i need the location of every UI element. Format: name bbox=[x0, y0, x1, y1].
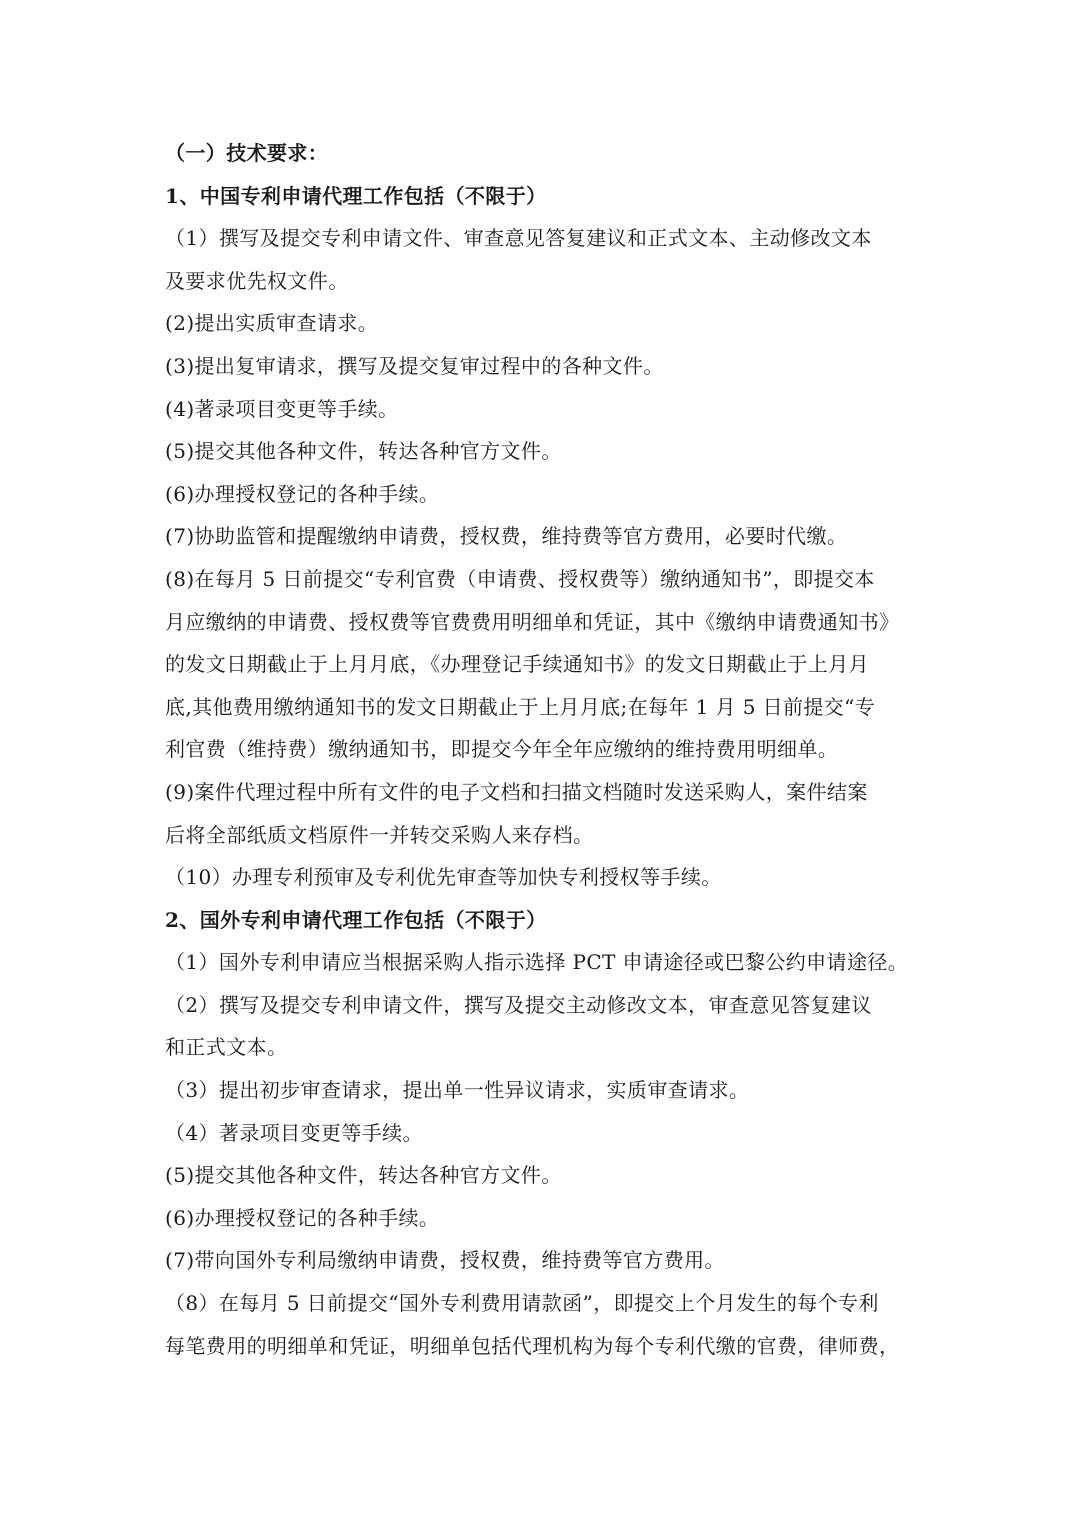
china-item-6: (6)办理授权登记的各种手续。 bbox=[165, 481, 440, 506]
foreign-item-2-line-1: （2）撰写及提交专利申请文件，撰写及提交主动修改文本，审查意见答复建议 bbox=[165, 992, 872, 1017]
section-title: （一）技术要求： bbox=[165, 141, 329, 165]
china-item-8-line-1: (8)在每月 5 日前提交“专利官费（申请费、授权费等）缴纳通知书”，即提交本 bbox=[165, 566, 875, 591]
china-item-3: (3)提出复审请求，撰写及提交复审过程中的各种文件。 bbox=[165, 353, 664, 378]
foreign-item-5: (5)提交其他各种文件，转达各种官方文件。 bbox=[165, 1163, 562, 1188]
foreign-item-7: (7)带向国外专利局缴纳申请费，授权费，维持费等官方费用。 bbox=[165, 1248, 725, 1273]
foreign-item-3: （3）提出初步审查请求，提出单一性异议请求，实质审查请求。 bbox=[165, 1078, 750, 1103]
china-item-5: (5)提交其他各种文件，转达各种官方文件。 bbox=[165, 439, 562, 464]
china-heading: 1、中国专利申请代理工作包括（不限于） bbox=[165, 183, 547, 208]
document-body bbox=[165, 132, 917, 1367]
foreign-item-8-line-2: 每笔费用的明细单和凭证，明细单包括代理机构为每个专利代缴的官费，律师费， bbox=[165, 1333, 900, 1358]
china-item-1-line-1: （1）撰写及提交专利申请文件、审查意见答复建议和正式文本、主动修改文本 bbox=[165, 226, 872, 251]
china-item-10: （10）办理专利预审及专利优先审查等加快专利授权等手续。 bbox=[165, 865, 722, 890]
foreign-item-2-line-2: 和正式文本。 bbox=[165, 1035, 288, 1060]
china-item-1-line-2: 及要求优先权文件。 bbox=[165, 268, 349, 293]
china-item-8-line-3: 的发文日期截止于上月月底，《办理登记手续通知书》的发文日期截止于上月月 bbox=[165, 652, 869, 677]
china-item-8-line-4: 底,其他费用缴纳通知书的发文日期截止于上月月底;在每年 1 月 5 日前提交“专 bbox=[165, 694, 876, 719]
foreign-item-4: （4）著录项目变更等手续。 bbox=[165, 1120, 423, 1145]
china-item-9-line-2: 后将全部纸质文档原件一并转交采购人来存档。 bbox=[165, 822, 594, 847]
china-item-8-line-5: 利官费（维持费）缴纳通知书，即提交今年全年应缴纳的维持费用明细单。 bbox=[165, 737, 839, 762]
china-item-9-line-1: (9)案件代理过程中所有文件的电子文档和扫描文档随时发送采购人，案件结案 bbox=[165, 779, 868, 804]
china-item-4: (4)著录项目变更等手续。 bbox=[165, 396, 399, 421]
china-item-2: (2)提出实质审查请求。 bbox=[165, 311, 379, 336]
foreign-item-8-line-1: （8）在每月 5 日前提交“国外专利费用请款函”，即提交上个月发生的每个专利 bbox=[165, 1291, 879, 1316]
china-item-8-line-2: 月应缴纳的申请费、授权费等官费费用明细单和凭证，其中《缴纳申请费通知书》 bbox=[165, 609, 900, 634]
foreign-item-1: （1）国外专利申请应当根据采购人指示选择 PCT 申请途径或巴黎公约申请途径。 bbox=[165, 950, 909, 975]
foreign-heading: 2、国外专利申请代理工作包括（不限于） bbox=[165, 907, 547, 932]
foreign-item-6: (6)办理授权登记的各种手续。 bbox=[165, 1205, 440, 1230]
china-item-7: (7)协助监管和提醒缴纳申请费，授权费，维持费等官方费用，必要时代缴。 bbox=[165, 524, 848, 549]
